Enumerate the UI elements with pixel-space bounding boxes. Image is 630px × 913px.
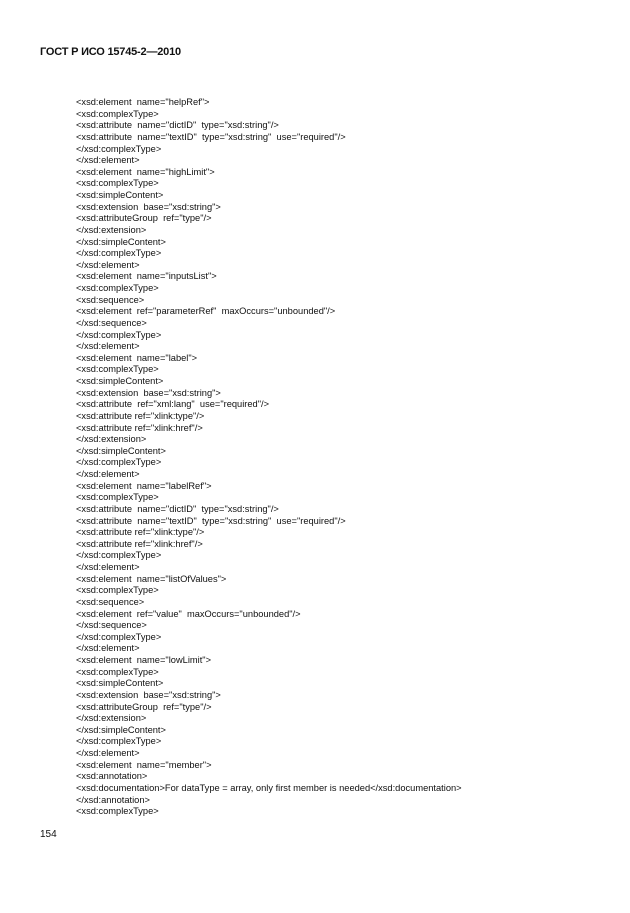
code-line: <xsd:attribute ref="xlink:type"/> (76, 410, 205, 421)
code-line: <xsd:sequence> (76, 596, 145, 607)
code-line: <xsd:element name="lowLimit"> (76, 655, 212, 665)
code-line: </xsd:element> (76, 469, 140, 479)
code-line: <xsd:attribute name="dictID" type="xsd:string"/> (76, 503, 279, 514)
code-line: <xsd:element ref="value" maxOccurs="unbounded"/> (76, 608, 301, 619)
code-line: <xsd:complexType> (76, 178, 159, 189)
code-line: <xsd:documentation>For dataType = array, only first member is needed</xsd:documentation> (76, 782, 462, 793)
code-line: </xsd:annotation> (76, 794, 150, 805)
code-line: <xsd:element name="inputsList"> (76, 271, 217, 282)
code-line: <xsd:attribute name="textID" type="xsd:string" use="required"/> (76, 515, 346, 526)
code-line: </xsd:complexType> (76, 631, 162, 642)
code-line: </xsd:extension> (76, 224, 147, 235)
code-line: </xsd:element> (76, 748, 140, 758)
code-line: </xsd:element> (76, 643, 140, 654)
code-line: <xsd:attribute ref="xlink:type"/> (76, 527, 205, 538)
code-line: </xsd:simpleContent> (76, 445, 166, 456)
code-line: <xsd:element name="highLimit"> (76, 166, 215, 177)
code-line: </xsd:simpleContent> (76, 724, 166, 735)
code-line: <xsd:attributeGroup ref="type"/> (76, 213, 212, 224)
code-line: </xsd:extension> (76, 713, 147, 724)
code-line: </xsd:complexType> (76, 457, 162, 468)
code-line: </xsd:sequence> (76, 620, 147, 631)
code-line: <xsd:annotation> (76, 771, 148, 782)
code-line: </xsd:complexType> (76, 550, 162, 561)
code-line: <xsd:attribute ref="xml:lang" use="required"/> (76, 399, 270, 410)
code-line: <xsd:complexType> (76, 585, 159, 596)
code-line: <xsd:complexType> (76, 108, 159, 119)
code-line: </xsd:element> (76, 341, 140, 352)
code-line: </xsd:complexType> (76, 248, 162, 259)
code-line: <xsd:extension base="xsd:string"> (76, 201, 221, 212)
code-line: </xsd:simpleContent> (76, 236, 166, 247)
page-number: 154 (40, 829, 57, 840)
code-line: <xsd:extension base="xsd:string"> (76, 387, 221, 398)
code-line: <xsd:complexType> (76, 666, 159, 677)
code-line: <xsd:element name="labelRef"> (76, 480, 212, 491)
code-line: <xsd:complexType> (76, 364, 159, 375)
code-line: <xsd:element name="member"> (76, 759, 212, 770)
code-line: <xsd:element ref="parameterRef" maxOccurs="unbounded"/> (76, 306, 336, 317)
code-line: </xsd:element> (76, 562, 140, 572)
code-line: <xsd:attribute name="dictID" type="xsd:string"/> (76, 120, 279, 131)
code-line: <xsd:simpleContent> (76, 190, 164, 200)
document-header: ГОСТ Р ИСО 15745-2—2010 (40, 46, 181, 58)
code-line: </xsd:element> (76, 155, 140, 166)
code-line: <xsd:attribute ref="xlink:href"/> (76, 538, 203, 549)
code-line: <xsd:simpleContent> (76, 678, 164, 689)
code-line: </xsd:extension> (76, 434, 147, 445)
code-line: <xsd:element name="label"> (76, 352, 198, 363)
code-line: <xsd:attributeGroup ref="type"/> (76, 701, 212, 712)
code-line: <xsd:element name="listOfValues"> (76, 573, 227, 584)
code-line: <xsd:complexType> (76, 492, 159, 503)
xsd-code-block (76, 97, 462, 818)
code-line: <xsd:extension base="xsd:string"> (76, 689, 221, 700)
code-line: </xsd:complexType> (76, 736, 162, 747)
code-line: </xsd:sequence> (76, 317, 147, 328)
code-line: </xsd:element> (76, 259, 140, 270)
code-line: <xsd:attribute ref="xlink:href"/> (76, 422, 203, 433)
code-line: <xsd:complexType> (76, 806, 159, 817)
code-line: </xsd:complexType> (76, 329, 162, 340)
code-line: <xsd:complexType> (76, 283, 159, 293)
code-line: <xsd:attribute name="textID" type="xsd:string" use="required"/> (76, 131, 346, 142)
code-line: <xsd:sequence> (76, 294, 145, 305)
code-line: <xsd:element name="helpRef"> (76, 97, 210, 107)
code-line: <xsd:simpleContent> (76, 376, 164, 386)
code-line: </xsd:complexType> (76, 143, 162, 154)
